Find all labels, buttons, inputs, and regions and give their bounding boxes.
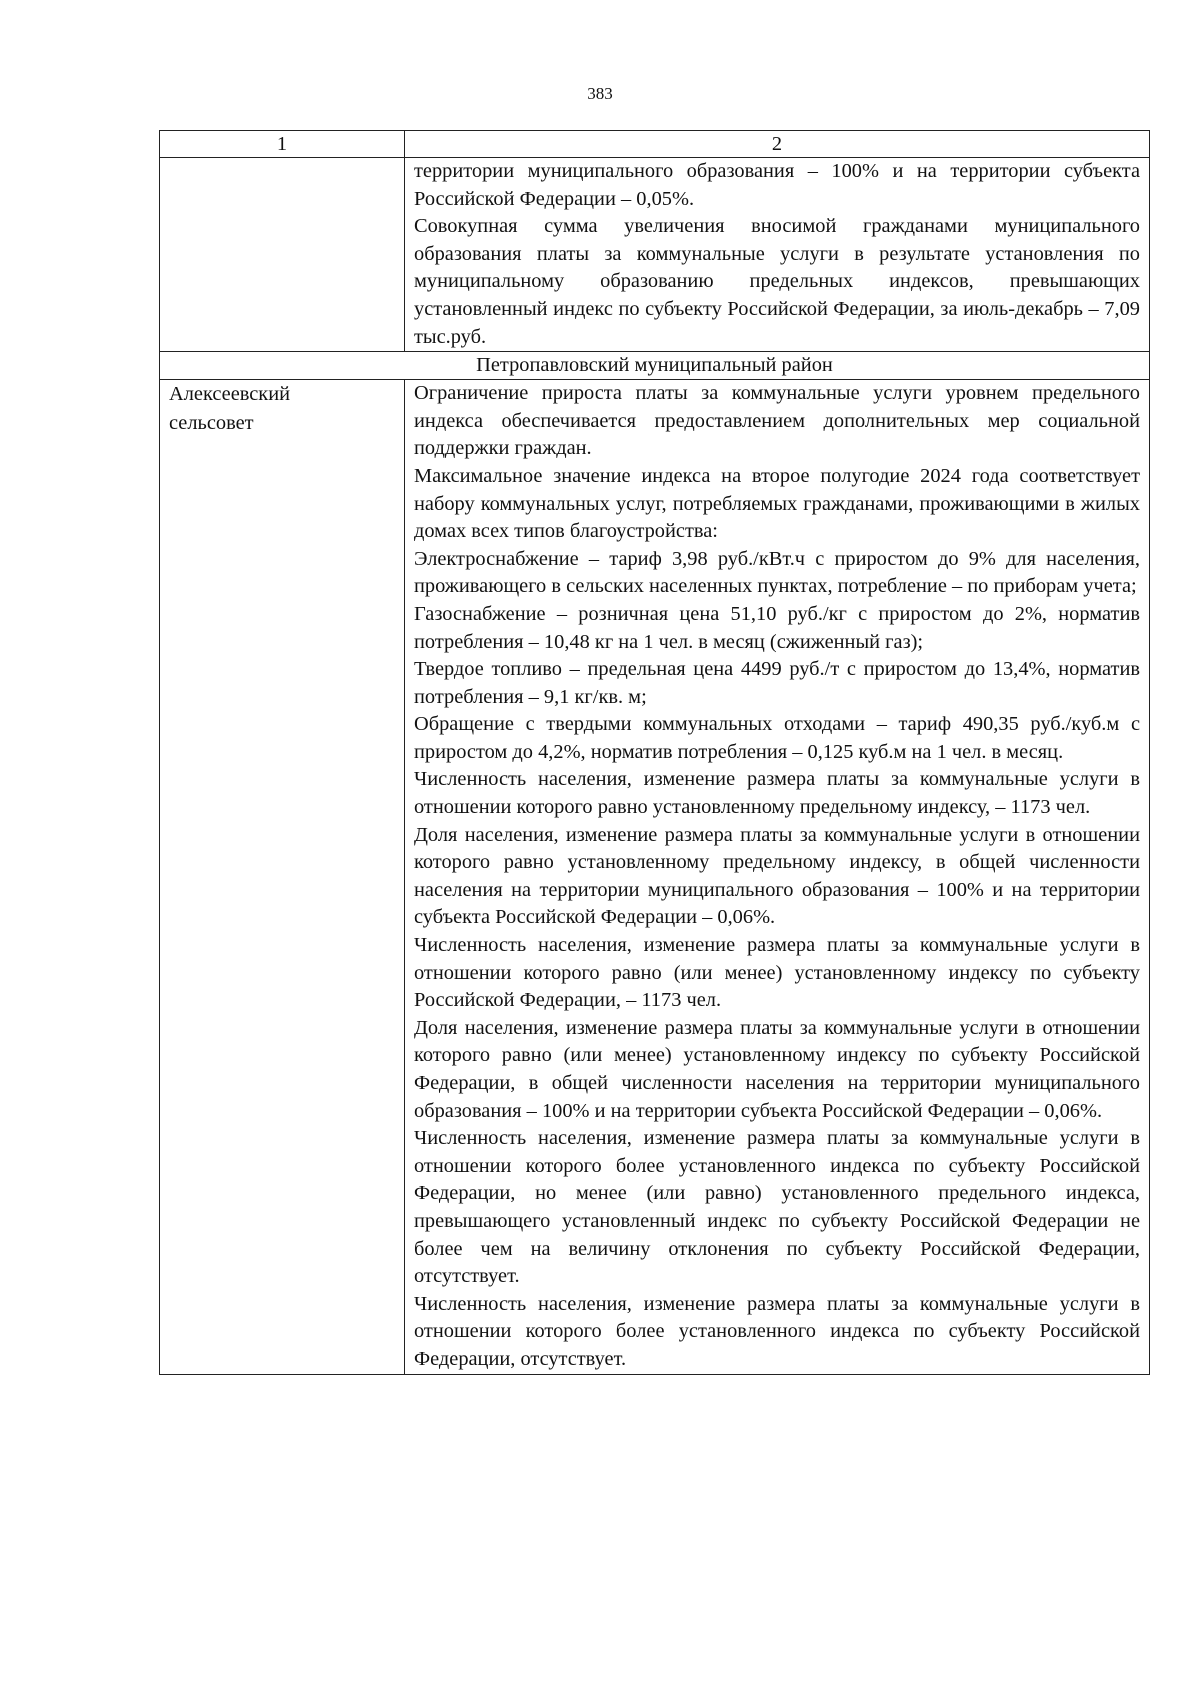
settlement-details-cell (405, 380, 1150, 1374)
settlement-name-cell (160, 380, 405, 1374)
paragraph: Ограничение прироста платы за коммунальные услуги уровнем предельного индекса обеспечивается предоставлением дополнительных мер социальной поддержки граждан. (414, 382, 1140, 460)
paragraph: Доля населения, изменение размера платы за коммунальные услуги в отношении которого равно (или менее) установленному индексу по субъекту Российской Федерации, в общей численности населения на территории муниципального образования – 100% и на территории субъекта Российской Федерации – 0,06%. (414, 1016, 1140, 1122)
paragraph: Обращение с твердыми коммунальных отходами – тариф 490,35 руб./куб.м с приростом до 4,2%, норматив потребления – 0,125 куб.м на 1 чел. в месяц. (414, 713, 1140, 763)
paragraph: Максимальное значение индекса на второе полугодие 2024 года соответствует набору коммунальных услуг, потребляемых гражданами, проживающими в жилых домах всех типов благоустройства: (414, 464, 1140, 543)
paragraph: Численность населения, изменение размера платы за коммунальные услуги в отношении которого равно (или менее) установленному индексу по субъекту Российской Федерации, – 1173 чел. (414, 934, 1140, 1012)
paragraph: Газоснабжение – розничная цена 51,10 руб./кг с приростом до 2%, норматив потребления – 10,48 кг на 1 чел. в месяц (сжиженный газ); (414, 602, 1140, 653)
paragraph: Численность населения, изменение размера платы за коммунальные услуги в отношении которого более установленного индекса по субъекту Российской Федерации, отсутствует. (414, 1292, 1140, 1370)
table-row-district (160, 352, 1150, 380)
settlement-name-line-1: Алексеевский (169, 383, 291, 406)
paragraph: территории муниципального образования – 100% и на территории субъекта Российской Федерации – 0,05%. (414, 160, 1140, 210)
page-number: 383 (587, 84, 613, 103)
table-row-continuation (160, 158, 1150, 352)
header-col-2: 2 (405, 131, 1150, 158)
paragraph: Численность населения, изменение размера платы за коммунальные услуги в отношении которого более установленного индекса по субъекту Российской Федерации, но менее (или равно) установленного предельного индекса, превышающего установленный индекс по субъекту Российской Федерации не более чем на величину отклонения по субъекту Российской Федерации, отсутствует. (414, 1127, 1140, 1288)
document-table (159, 130, 1150, 1375)
paragraph: Совокупная сумма увеличения вносимой гражданами муниципального образования платы за коммунальные услуги в результате установления по муниципальному образованию предельных индексов, превышающих установленный индекс по субъекту Российской Федерации, за июль-декабрь – 7,09 тыс.руб. (414, 215, 1140, 348)
empty-cell (160, 158, 405, 352)
paragraph: Твердое топливо – предельная цена 4499 руб./т с приростом до 13,4%, норматив потребления – 9,1 кг/кв. м; (414, 658, 1140, 708)
header-col-1: 1 (160, 131, 405, 158)
settlement-name-line-2: сельсовет (169, 411, 254, 434)
district-heading: Петропавловский муниципальный район (160, 352, 1150, 380)
paragraph: Численность населения, изменение размера платы за коммунальные услуги в отношении которого равно установленному предельному индексу, – 1173 чел. (414, 768, 1140, 819)
continuation-cell (405, 158, 1150, 352)
paragraph: Электроснабжение – тариф 3,98 руб./кВт.ч с приростом до 9% для населения, проживающего в сельских населенных пунктах, потребление – по приборам учета; (414, 547, 1140, 598)
table-header-row (160, 131, 1150, 158)
table-row-settlement (160, 380, 1150, 1374)
paragraph: Доля населения, изменение размера платы за коммунальные услуги в отношении которого равно установленному предельному индексу, в общей численности населения на территории муниципального образования – 100% и на территории субъекта Российской Федерации – 0,06%. (414, 823, 1140, 929)
